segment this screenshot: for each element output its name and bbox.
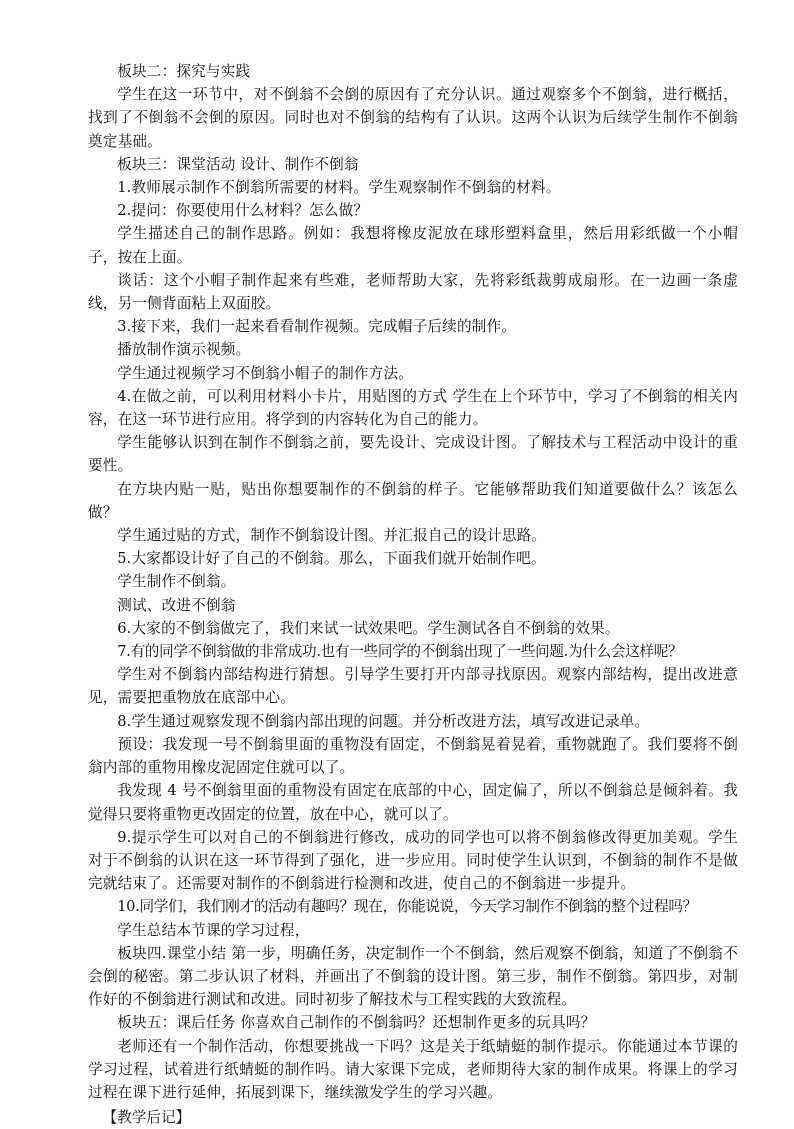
paragraph: 6.大家的不倒翁做完了，我们来试一试效果吧。学生测试各自不倒翁的效果。	[117, 619, 620, 637]
paragraph: 9.提示学生可以对自己的不倒翁进行修改，成功的同学也可以将不倒翁修改得更加美观。学生对于不倒翁的认识在这一环节得到了强化，进一步应用。同时使学生认识到，不倒翁的制作不是做完就结束了。还需要对制作的不倒翁进行检测和改进，使自己的不倒翁进一步提升。	[88, 828, 738, 893]
paragraph: 学生在这一环节中，对不倒翁不会倒的原因有了充分认识。通过观察多个不倒翁，进行概括，找到了不倒翁不会倒的原因。同时也对不倒翁的结构有了认识。这两个认识为后续学生制作不倒翁奠定基础。	[88, 86, 738, 150]
paragraph: 谈话：这个小帽子制作起来有些难，老师帮助大家，先将彩纸裁剪成扇形。在一边画一条虚线，另一侧背面粘上双面胶。	[88, 271, 738, 313]
paragraph: 学生描述自己的制作思路。例如：我想将橡皮泥放在球形塑料盒里，然后用彩纸做一个小帽子，按在上面。	[88, 225, 738, 266]
paragraph: 学生总结本节课的学习过程，	[117, 921, 310, 939]
section-heading-3: 板块三：课堂活动 设计、制作不倒翁	[117, 155, 359, 173]
paragraph: 学生能够认识到在制作不倒翁之前，要先设计、完成设计图。了解技术与工程活动中设计的重要性。	[88, 434, 738, 475]
afterword-heading: 【教学后记】	[102, 1109, 191, 1127]
paragraph: 学生通过贴的方式，制作不倒翁设计图。并汇报自己的设计思路。	[117, 527, 547, 545]
paragraph: 老师还有一个制作活动，你想要挑战一下吗？这是关于纸蜻蜓的制作提示。你能通过本节课的学习过程，试着进行纸蜻蜓的制作吗。请大家课下完成，老师期待大家的制作成果。将课上的学习过程在课下进行延伸，拓展到课下，继续激发学生的学习兴趣。	[88, 1037, 738, 1101]
paragraph: 学生对不倒翁内部结构进行猜想。引导学生要打开内部寻找原因。观察内部结构，提出改进意见，需要把重物放在底部中心。	[88, 666, 738, 707]
paragraph: 1.教师展示制作不倒翁所需要的材料。学生观察制作不倒翁的材料。	[117, 179, 561, 197]
paragraph: 我发现 4 号不倒翁里面的重物没有固定在底部的中心，固定偏了，所以不倒翁总是倾斜着。我觉得只要将重物更改固定的位置，放在中心，就可以了。	[88, 782, 738, 823]
document-page	[88, 60, 738, 1129]
paragraph: 3.接下来，我们一起来看看制作视频。完成帽子后续的制作。	[117, 318, 517, 336]
paragraph: 播放制作演示视频。	[117, 341, 251, 359]
section-heading-2: 板块二：探究与实践	[117, 63, 251, 80]
paragraph: 5.大家都设计好了自己的不倒翁。那么，下面我们就开始制作吧。	[117, 550, 546, 568]
paragraph: 8.学生通过观察发现不倒翁内部出现的问题。并分析改进方法，填写改进记录单。	[117, 712, 650, 730]
paragraph: 7.有的同学不倒翁做的非常成功.也有一些同学的不倒翁出现了一些问题.为什么会这样呢？	[117, 643, 683, 661]
paragraph: 预设：我发现一号不倒翁里面的重物没有固定，不倒翁晃着晃着，重物就跑了。我们要将不倒翁内部的重物用橡皮泥固定住就可以了。	[88, 735, 738, 777]
paragraph: 4.在做之前，可以利用材料小卡片，用贴图的方式 学生在上个环节中，学习了不倒翁的相关内容，在这一环节进行应用。将学到的内容转化为自己的能力。	[88, 387, 738, 429]
paragraph: 10.同学们，我们刚才的活动有趣吗？现在，你能说说，今天学习制作不倒翁的整个过程吗？	[117, 898, 697, 916]
paragraph: 学生制作不倒翁。	[117, 573, 236, 591]
section-heading-5: 板块五：课后任务 你喜欢自己制作的不倒翁吗？还想制作更多的玩具吗？	[117, 1014, 596, 1032]
subsection-heading: 测试、改进不倒翁	[117, 596, 236, 614]
paragraph: 2.提问：你要使用什么材料？怎么做？	[117, 202, 369, 220]
paragraph: 学生通过视频学习不倒翁小帽子的制作方法。	[117, 364, 414, 382]
paragraph: 在方块内贴一贴，贴出你想要制作的不倒翁的样子。它能够帮助我们知道要做什么？该怎么做？	[88, 480, 738, 521]
section-heading-4: 板块四.课堂小结 第一步，明确任务，决定制作一个不倒翁，然后观察不倒翁，知道了不倒翁不会倒的秘密。第二步认识了材料，并画出了不倒翁的设计图。第三步，制作不倒翁。第四步，对制作好的不倒翁进行测试和改进。同时初步了解技术与工程实践的大致流程。	[88, 944, 738, 1009]
